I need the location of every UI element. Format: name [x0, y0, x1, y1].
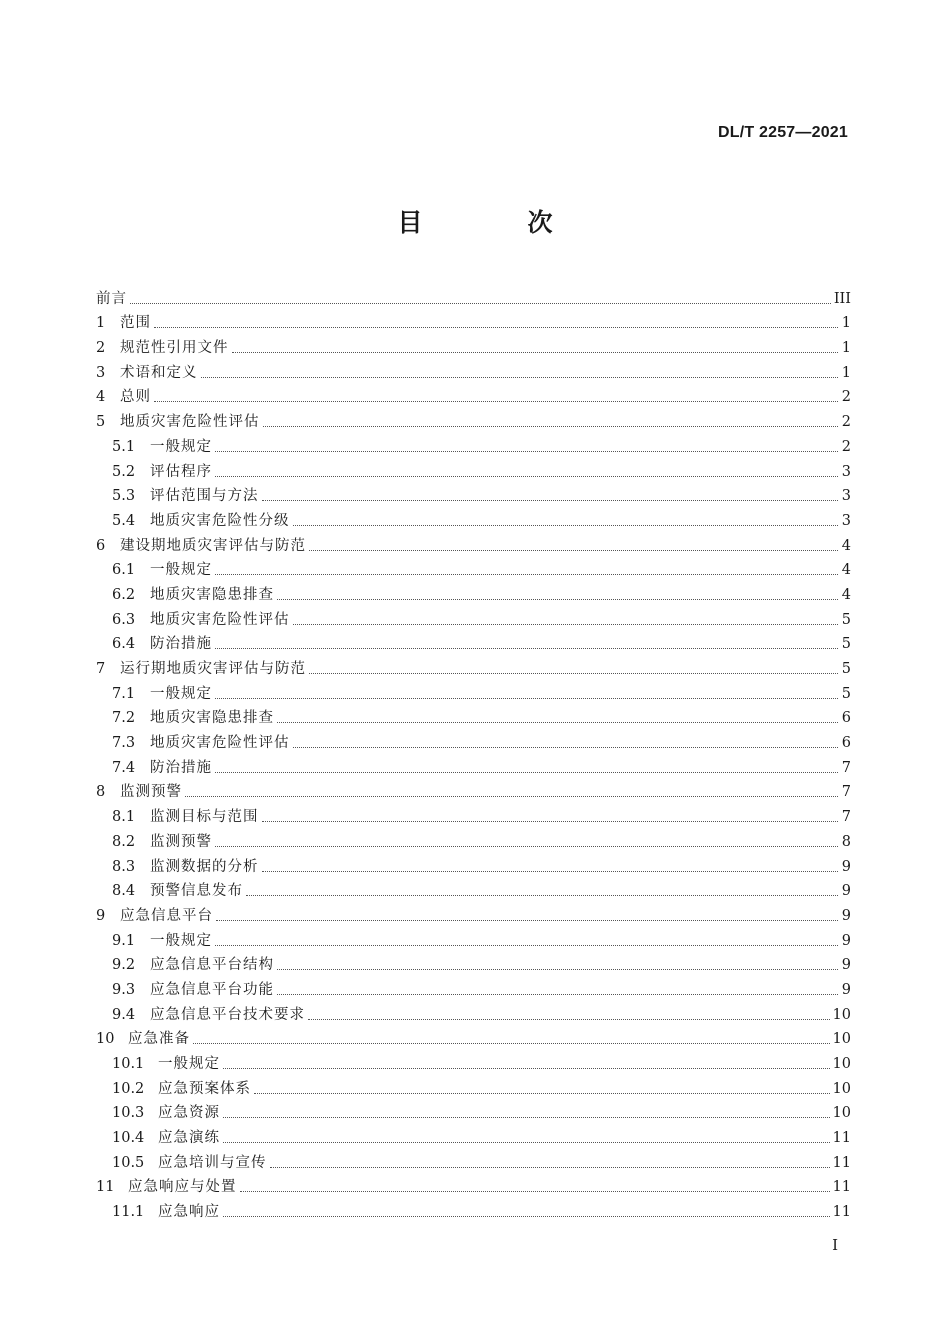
toc-entry-page: 9 — [841, 858, 851, 875]
toc-entry-label: 应急信息平台技术要求 — [150, 1006, 305, 1023]
toc-entry-label: 建设期地质灾害评估与防范 — [120, 537, 306, 554]
toc-entry-page: 6 — [841, 710, 851, 727]
toc-dot-leader — [215, 450, 838, 452]
toc-entry[interactable] — [96, 1000, 851, 1025]
toc-entry[interactable] — [96, 827, 851, 852]
toc-entry-label: 范围 — [120, 315, 151, 332]
toc-entry-number: 6.1 — [112, 562, 136, 579]
toc-entry-page: 10 — [832, 1080, 851, 1097]
toc-entry[interactable] — [96, 975, 851, 1000]
toc-entry-label: 一般规定 — [158, 1056, 220, 1072]
toc-entry[interactable] — [96, 358, 851, 383]
toc-dot-leader — [216, 919, 838, 921]
toc-dot-leader — [277, 993, 838, 995]
toc-entry-page: 8 — [841, 833, 851, 850]
toc-entry-number: 9.1 — [112, 932, 136, 949]
toc-entry[interactable] — [96, 1123, 851, 1148]
toc-entry-label: 一般规定 — [150, 685, 212, 702]
toc-entry-label: 应急培训与宣传 — [158, 1154, 267, 1171]
toc-entry[interactable] — [96, 506, 851, 531]
toc-dot-leader — [223, 1215, 830, 1217]
toc-entry-number: 5.2 — [112, 463, 136, 480]
toc-entry-number: 4 — [96, 389, 106, 406]
toc-entry-page: 9 — [841, 932, 851, 949]
toc-entry[interactable] — [96, 1197, 851, 1222]
toc-entry-number: 9.2 — [112, 957, 136, 974]
toc-dot-leader — [223, 1067, 830, 1069]
toc-dot-leader — [246, 894, 838, 896]
toc-entry-number: 2 — [96, 340, 106, 357]
toc-entry-number: 6.2 — [112, 586, 136, 603]
toc-entry-page: 6 — [841, 735, 851, 752]
toc-entry-page: 11 — [832, 1154, 851, 1171]
toc-entry-number: 7.1 — [112, 685, 136, 702]
toc-entry-page: 11 — [832, 1204, 851, 1221]
toc-dot-leader — [215, 647, 838, 649]
toc-entry-number: 9.4 — [112, 1006, 136, 1023]
toc-entry-number: 7.3 — [112, 735, 136, 752]
toc-entry-label: 总则 — [120, 389, 151, 406]
toc-entry-page: 7 — [841, 784, 851, 801]
toc-entry-number: 8 — [96, 784, 106, 801]
toc-dot-leader — [309, 672, 838, 674]
toc-dot-leader — [240, 1190, 830, 1192]
toc-entry-number: 11 — [96, 1179, 115, 1196]
toc-dot-leader — [193, 1042, 830, 1044]
toc-entry-label: 监测预警 — [150, 833, 212, 850]
toc-entry-label: 防治措施 — [150, 759, 212, 776]
toc-entry-page: 10 — [832, 1031, 851, 1048]
toc-entry-number: 5.3 — [112, 488, 136, 505]
toc-entry-page: 2 — [841, 438, 851, 455]
toc-entry[interactable] — [96, 1099, 851, 1124]
toc-title: 目 次 — [397, 208, 593, 237]
toc-entry-page: 4 — [841, 562, 851, 579]
toc-entry-number: 7 — [96, 661, 106, 677]
toc-dot-leader — [293, 746, 839, 748]
toc-entry[interactable] — [96, 802, 851, 827]
toc-entry-page: 1 — [841, 315, 851, 332]
toc-entry[interactable] — [96, 951, 851, 976]
toc-entry-number: 6 — [96, 537, 106, 554]
toc-entry-label: 预警信息发布 — [150, 883, 243, 900]
toc-entry-label: 应急响应与处置 — [128, 1179, 237, 1196]
toc-dot-leader — [215, 697, 838, 699]
toc-entry[interactable] — [96, 654, 851, 679]
toc-entry-page: 11 — [832, 1179, 851, 1196]
toc-entry-label: 运行期地质灾害评估与防范 — [120, 661, 306, 677]
toc-entry-label: 前言 — [96, 290, 127, 307]
toc-entry[interactable] — [96, 309, 851, 334]
toc-entry-number: 8.1 — [112, 809, 136, 826]
toc-entry-label: 监测预警 — [120, 784, 182, 801]
toc-entry[interactable] — [96, 926, 851, 951]
toc-dot-leader — [308, 1018, 830, 1020]
toc-entry[interactable] — [96, 407, 851, 432]
toc-entry-label: 应急信息平台功能 — [150, 981, 274, 998]
toc-entry[interactable] — [96, 457, 851, 482]
toc-entry-label: 应急响应 — [158, 1204, 220, 1221]
toc-dot-leader — [215, 845, 838, 847]
toc-dot-leader — [215, 573, 838, 575]
table-of-contents — [96, 284, 851, 1222]
toc-dot-leader — [232, 351, 839, 353]
toc-dot-leader — [293, 623, 839, 625]
toc-entry[interactable] — [96, 580, 851, 605]
toc-dot-leader — [277, 968, 838, 970]
toc-entry-label: 地质灾害危险性分级 — [150, 512, 290, 529]
toc-entry-page: 10 — [832, 1105, 851, 1122]
toc-entry-label: 地质灾害危险性评估 — [150, 611, 290, 628]
toc-entry[interactable] — [96, 1148, 851, 1173]
toc-entry-page: 7 — [841, 759, 851, 776]
toc-entry[interactable] — [96, 753, 851, 778]
toc-entry-label: 应急预案体系 — [158, 1080, 251, 1097]
toc-entry-page: 9 — [841, 883, 851, 900]
toc-entry-number: 11.1 — [112, 1204, 145, 1221]
toc-entry[interactable] — [96, 877, 851, 902]
toc-entry[interactable] — [96, 383, 851, 408]
toc-entry-number: 10.3 — [112, 1105, 145, 1122]
toc-entry-page: 5 — [841, 636, 851, 653]
toc-entry-page: 1 — [841, 340, 851, 357]
toc-entry-number: 7.4 — [112, 759, 136, 776]
toc-entry-page: III — [833, 290, 851, 307]
toc-entry-page: 3 — [841, 463, 851, 480]
toc-entry-label: 监测数据的分析 — [150, 858, 259, 875]
toc-entry-page: 4 — [841, 586, 851, 603]
document-code: DL/T 2257—2021 — [718, 124, 848, 141]
toc-entry-label: 应急信息平台 — [120, 907, 213, 924]
toc-entry[interactable] — [96, 432, 851, 457]
toc-entry[interactable] — [96, 1074, 851, 1099]
toc-entry-page: 3 — [841, 512, 851, 529]
toc-entry-number: 5 — [96, 414, 106, 431]
toc-entry-label: 应急准备 — [128, 1031, 190, 1048]
toc-dot-leader — [262, 499, 839, 501]
toc-entry[interactable] — [96, 852, 851, 877]
toc-entry-page: 7 — [841, 809, 851, 826]
toc-entry-number: 5.4 — [112, 512, 136, 529]
toc-entry[interactable] — [96, 728, 851, 753]
toc-dot-leader — [254, 1092, 830, 1094]
toc-entry-page: 5 — [841, 611, 851, 628]
toc-entry-label: 一般规定 — [150, 562, 212, 579]
toc-entry-label: 一般规定 — [150, 438, 212, 455]
toc-dot-leader — [215, 771, 838, 773]
toc-entry-page: 4 — [841, 537, 851, 554]
toc-dot-leader — [185, 795, 838, 797]
toc-entry-page: 3 — [841, 488, 851, 505]
toc-entry-page: 9 — [841, 907, 851, 924]
toc-dot-leader — [223, 1116, 830, 1118]
toc-entry-page: 5 — [841, 685, 851, 702]
toc-dot-leader — [154, 400, 838, 402]
toc-entry[interactable] — [96, 1025, 851, 1050]
toc-entry-number: 10.4 — [112, 1130, 145, 1147]
toc-entry-label: 评估程序 — [150, 463, 212, 480]
toc-entry-label: 应急信息平台结构 — [150, 957, 274, 974]
toc-dot-leader — [277, 598, 838, 600]
toc-entry-page: 2 — [841, 414, 851, 431]
toc-dot-leader — [223, 1141, 830, 1143]
toc-entry-page: 9 — [841, 957, 851, 974]
toc-entry-number: 8.4 — [112, 883, 136, 900]
toc-entry-number: 9.3 — [112, 981, 136, 998]
toc-dot-leader — [215, 944, 838, 946]
toc-entry[interactable] — [96, 531, 851, 556]
toc-dot-leader — [270, 1166, 830, 1168]
toc-dot-leader — [262, 820, 839, 822]
toc-dot-leader — [262, 870, 839, 872]
toc-dot-leader — [201, 376, 839, 378]
toc-entry[interactable] — [96, 333, 851, 358]
toc-entry[interactable] — [96, 605, 851, 630]
toc-dot-leader — [309, 549, 838, 551]
toc-entry-label: 地质灾害隐患排查 — [150, 710, 274, 727]
toc-entry-page: 10 — [832, 1056, 851, 1072]
toc-entry[interactable] — [96, 556, 851, 581]
toc-entry-number: 6.4 — [112, 636, 136, 653]
toc-dot-leader — [293, 524, 839, 526]
toc-entry-number: 5.1 — [112, 438, 136, 455]
toc-entry-number: 1 — [96, 315, 106, 332]
toc-entry-number: 10 — [96, 1031, 115, 1048]
toc-entry-number: 9 — [96, 907, 106, 924]
toc-dot-leader — [154, 326, 838, 328]
toc-entry-label: 地质灾害危险性评估 — [120, 414, 260, 431]
toc-entry-number: 10.1 — [112, 1056, 145, 1072]
toc-entry-number: 8.3 — [112, 858, 136, 875]
toc-entry-label: 防治措施 — [150, 636, 212, 653]
toc-entry-label: 地质灾害隐患排查 — [150, 586, 274, 603]
toc-dot-leader — [277, 721, 838, 723]
toc-entry-number: 3 — [96, 364, 106, 381]
toc-entry[interactable] — [96, 482, 851, 507]
toc-entry[interactable] — [96, 630, 851, 655]
toc-dot-leader — [215, 475, 838, 477]
toc-entry[interactable] — [96, 901, 851, 926]
toc-entry[interactable] — [96, 1173, 851, 1198]
toc-entry[interactable] — [96, 284, 851, 309]
toc-entry-label: 规范性引用文件 — [120, 340, 229, 357]
toc-entry-number: 7.2 — [112, 710, 136, 727]
toc-entry-label: 应急演练 — [158, 1130, 220, 1147]
toc-entry-page: 10 — [832, 1006, 851, 1023]
page-number: I — [832, 1236, 838, 1254]
toc-entry-label: 一般规定 — [150, 932, 212, 949]
toc-entry-number: 10.5 — [112, 1154, 145, 1171]
toc-entry-label: 监测目标与范围 — [150, 809, 259, 826]
toc-entry-page: 1 — [841, 364, 851, 381]
toc-entry-label: 地质灾害危险性评估 — [150, 735, 290, 752]
toc-entry-page: 9 — [841, 981, 851, 998]
toc-entry[interactable] — [96, 778, 851, 803]
toc-entry-page: 5 — [841, 661, 851, 677]
toc-dot-leader — [130, 302, 831, 304]
toc-entry-page: 11 — [832, 1130, 851, 1147]
toc-entry-label: 评估范围与方法 — [150, 488, 259, 505]
toc-entry-label: 应急资源 — [158, 1105, 220, 1122]
toc-entry[interactable] — [96, 679, 851, 704]
toc-dot-leader — [263, 425, 839, 427]
toc-entry-number: 10.2 — [112, 1080, 145, 1097]
toc-entry[interactable] — [96, 1049, 851, 1074]
toc-entry-label: 术语和定义 — [120, 364, 198, 381]
toc-entry-number: 8.2 — [112, 833, 136, 850]
toc-entry-page: 2 — [841, 389, 851, 406]
toc-entry[interactable] — [96, 704, 851, 729]
toc-entry-number: 6.3 — [112, 611, 136, 628]
